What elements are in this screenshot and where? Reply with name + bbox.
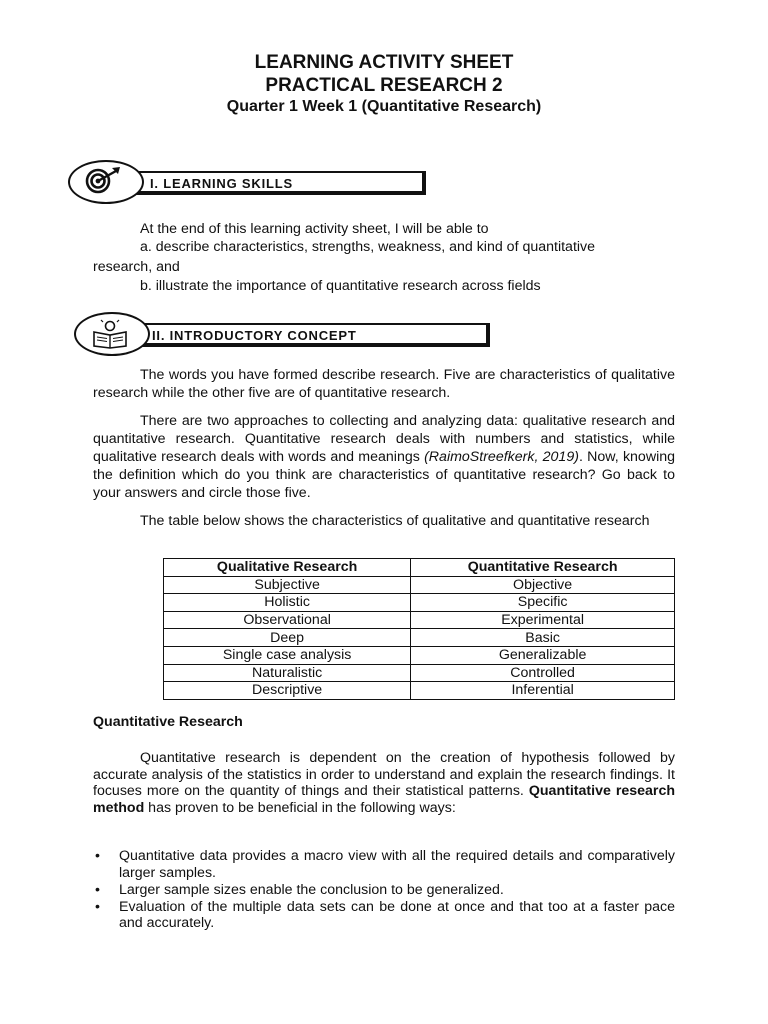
intro-paragraph-2-text: There are two approaches to collecting and analyzing data: qualitative research and quantitative research. Quantitative research deals with numbers and statistics, while qualitative research deals with words and meanings — [93, 413, 675, 465]
table-cell: Objective — [411, 576, 675, 594]
bullet-icon: • — [95, 898, 100, 915]
table-cell: Descriptive — [164, 682, 411, 700]
list-item-text: Quantitative data provides a macro view with all the required details and comparatively larger samples. — [119, 848, 675, 881]
table-cell: Holistic — [164, 594, 411, 612]
section-label-box — [140, 323, 490, 347]
table-header-quantitative: Quantitative Research — [411, 559, 675, 577]
list-item — [93, 882, 675, 899]
table-row — [164, 594, 675, 612]
objective-a-line2: research, and — [93, 259, 180, 275]
quantitative-paragraph — [93, 750, 675, 816]
table-cell: Specific — [411, 594, 675, 612]
bullet-icon: • — [95, 848, 100, 864]
table-row — [164, 629, 675, 647]
quantitative-paragraph-text: Quantitative research is dependent on the creation of hypothesis followed by accurate analysis of the statistics in order to understand and explain the research findings. It focuses more on the quantity of things and their statistical patterns. — [93, 750, 675, 799]
quantitative-paragraph-text-end: has proven to be beneficial in the following ways: — [144, 799, 456, 816]
document-subtitle: Quarter 1 Week 1 (Quantitative Research) — [226, 98, 542, 115]
document-title: LEARNING ACTIVITY SHEET — [254, 52, 514, 73]
list-item-text: Larger sample sizes enable the conclusion to be generalized. — [119, 881, 504, 898]
section-icon-oval — [74, 312, 150, 356]
intro-paragraph-2 — [93, 412, 675, 502]
table-cell: Subjective — [164, 576, 411, 594]
intro-paragraph-2-text-end: . Now, knowing the definition which do you think are characteristics of quantitative research? Go back to your answers and circle those five. — [93, 449, 676, 501]
citation: (RaimoStreefkerk, 2019) — [424, 449, 579, 465]
bullet-icon: • — [95, 881, 100, 898]
table-cell: Controlled — [411, 664, 675, 682]
table-cell: Naturalistic — [164, 664, 411, 682]
section-icon-oval — [68, 160, 144, 204]
lightbulb-book-icon — [86, 319, 134, 349]
table-row — [164, 682, 675, 700]
section-label: I. LEARNING SKILLS — [150, 176, 293, 191]
list-item — [93, 899, 675, 932]
table-row — [164, 646, 675, 664]
benefits-list — [93, 848, 675, 932]
table-row — [164, 611, 675, 629]
table-cell: Basic — [411, 629, 675, 647]
characteristics-table — [163, 558, 675, 700]
table-row — [164, 664, 675, 682]
table-cell: Deep — [164, 629, 411, 647]
quantitative-method-bold: Quantitative research method — [93, 783, 676, 816]
section-header-learning-skills — [68, 160, 368, 204]
objective-a-line1: a. describe characteristics, strengths, weakness, and kind of quantitative — [140, 239, 596, 255]
objectives-intro: At the end of this learning activity sheet, I will be able to — [140, 221, 489, 237]
quantitative-research-heading: Quantitative Research — [93, 714, 243, 730]
list-item-text: Evaluation of the multiple data sets can be done at once and that too at a faster pace and accurately. — [119, 898, 675, 931]
table-cell: Observational — [164, 611, 411, 629]
table-cell: Inferential — [411, 682, 675, 700]
objective-b: b. illustrate the importance of quantitative research across fields — [140, 278, 541, 294]
table-cell: Single case analysis — [164, 646, 411, 664]
table-header-row — [164, 559, 675, 577]
section-label: II. INTRODUCTORY CONCEPT — [152, 328, 357, 343]
list-item — [93, 848, 675, 881]
target-icon — [78, 166, 126, 196]
intro-paragraph-3: The table below shows the characteristics of qualitative and quantitative research — [140, 513, 650, 529]
table-row — [164, 576, 675, 594]
section-header-introductory-concept — [74, 312, 430, 356]
table-cell: Experimental — [411, 611, 675, 629]
intro-paragraph-1: The words you have formed describe research. Five are characteristics of qualitative research while the other five are of quantitative research. — [93, 367, 675, 401]
table-cell: Generalizable — [411, 646, 675, 664]
section-label-box — [134, 171, 426, 195]
document-subject: PRACTICAL RESEARCH 2 — [265, 75, 503, 96]
table-header-qualitative: Qualitative Research — [164, 559, 411, 577]
